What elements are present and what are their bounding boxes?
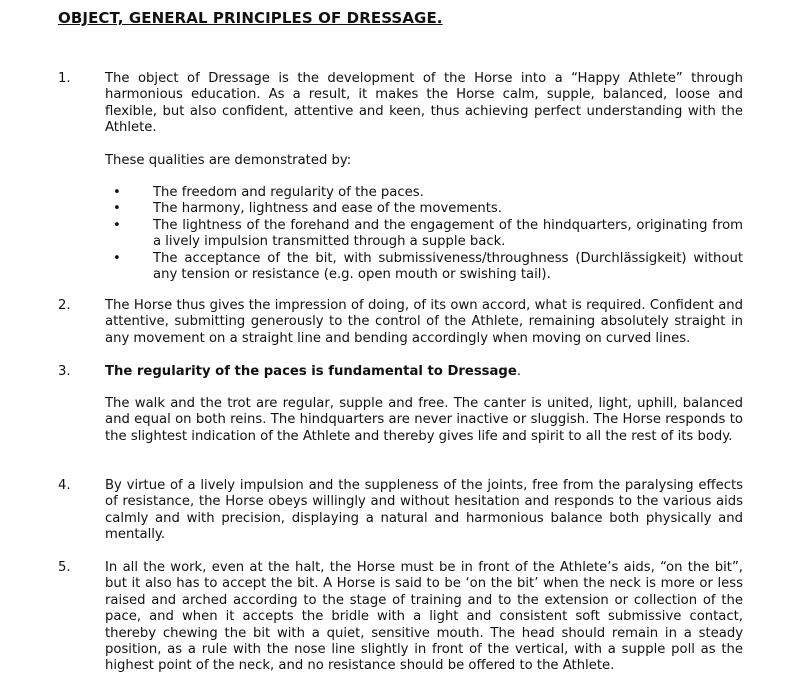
bullet-text: The lightness of the forehand and the engagement of the hindquarters, originating from a lively impulsion transmitted through a supple back. <box>153 217 743 250</box>
section-4-paragraph: By virtue of a lively impulsion and the suppleness of the joints, free from the paralysing effects of resistance, the Horse obeys willingly and without hesitation and responds to the various aids calmly and with precision, displaying a natural and harmonious balance both physically and mentally. <box>105 478 743 543</box>
section-1-bullet-list <box>105 185 743 283</box>
bullet-text: The freedom and regularity of the paces. <box>153 185 424 200</box>
page-title: OBJECT, GENERAL PRINCIPLES OF DRESSAGE. <box>58 9 443 27</box>
section-3-number: 3. <box>58 364 71 379</box>
section-1-intro: These qualities are demonstrated by: <box>105 153 352 168</box>
section-3-heading-text: The regularity of the paces is fundamental to Dressage <box>105 364 517 379</box>
section-1-paragraph: The object of Dressage is the development of the Horse into a “Happy Athlete” through harmonious education. As a result, it makes the Horse calm, supple, balanced, loose and flexible, but also confident, attentive and keen, thus achieving perfect understanding with the Athlete. <box>105 71 743 136</box>
section-3-heading-period: . <box>516 364 522 379</box>
bullet-text: The acceptance of the bit, with submissiveness/throughness (Durchlässigkeit) without any tension or resistance (e.g. open mouth or swishing tail). <box>153 250 743 283</box>
bullet-text: The harmony, lightness and ease of the movements. <box>153 201 502 217</box>
section-4-number: 4. <box>58 478 71 493</box>
bullet-icon: • <box>113 185 121 200</box>
list-item <box>105 218 743 251</box>
section-3-paragraph: The walk and the trot are regular, supple and free. The canter is united, light, uphill, balanced and equal on both reins. The hindquarters are never inactive or sluggish. The Horse responds to the slightest indication of the Athlete and thereby gives life and spirit to all the rest of its body. <box>105 396 743 444</box>
list-item <box>105 251 743 284</box>
section-5-paragraph: In all the work, even at the halt, the Horse must be in front of the Athlete’s aids, “on the bit”, but it also has to accept the bit. A Horse is said to be ‘on the bit’ when the neck is more or less raised and arched according to the stage of training and to the extension or collection of the pace, and when it accepts the bridle with a light and consistent soft submissive contact, thereby chewing the bit with a quiet, sensitive mouth. The head should remain in a steady position, as a rule with the nose line slightly in front of the vertical, with a supple poll as the highest point of the neck, and no resistance should be offered to the Athlete. <box>105 560 743 674</box>
section-2-number: 2. <box>58 298 71 313</box>
bullet-icon: • <box>113 201 121 217</box>
section-1-number: 1. <box>58 71 71 86</box>
bullet-icon: • <box>113 217 121 233</box>
section-3-heading <box>105 364 743 380</box>
section-5-number: 5. <box>58 560 71 575</box>
list-item <box>105 201 743 217</box>
section-2-paragraph: The Horse thus gives the impression of doing, of its own accord, what is required. Confident and attentive, submitting generously to the control of the Athlete, remaining absolutely straight in any movement on a straight line and bending accordingly when moving on curved lines. <box>105 298 743 346</box>
list-item <box>105 185 743 201</box>
bullet-icon: • <box>113 250 121 266</box>
